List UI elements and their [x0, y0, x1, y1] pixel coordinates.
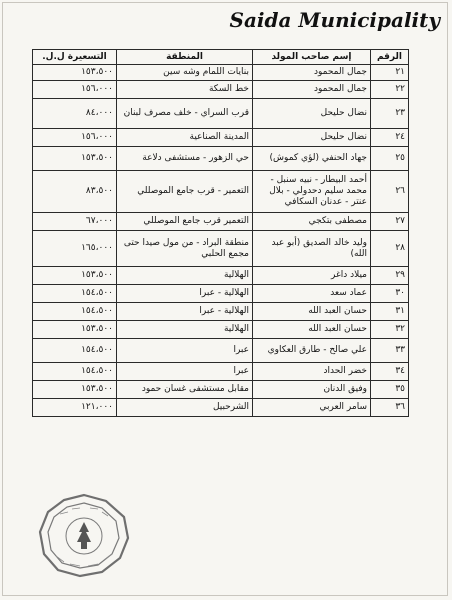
- price-value: ١٢١،٠٠٠: [33, 399, 117, 417]
- owner-name: وفيق الدنان: [253, 381, 371, 399]
- price-value: ١٥٤،٥٠٠: [33, 339, 117, 363]
- owner-name: جمال المحمود: [253, 81, 371, 99]
- row-number: ٢٦: [371, 171, 409, 213]
- page-title: Saida Municipality: [229, 8, 440, 32]
- owner-name: جهاد الحنفي (لؤي كموش): [253, 147, 371, 171]
- table-row: [33, 267, 409, 285]
- price-value: ١٥٣،٥٠٠: [33, 381, 117, 399]
- area-name: الهلالية: [117, 321, 253, 339]
- table-row: [33, 303, 409, 321]
- price-value: ١٥٣،٥٠٠: [33, 321, 117, 339]
- row-number: ٣٢: [371, 321, 409, 339]
- area-name: بنايات اللمام وشه سين: [117, 65, 253, 81]
- table-row: [33, 285, 409, 303]
- area-name: الهلالية: [117, 267, 253, 285]
- table-row: [33, 147, 409, 171]
- price-value: ٨٤،٠٠٠: [33, 99, 117, 129]
- row-number: ٣١: [371, 303, 409, 321]
- owner-name: وليد خالد الصديق (أبو عبد الله): [253, 231, 371, 267]
- municipality-stamp: [36, 492, 132, 578]
- price-value: ١٥٦،٠٠٠: [33, 81, 117, 99]
- column-header-number: الرقم: [371, 50, 409, 65]
- owner-name: نضال حليحل: [253, 99, 371, 129]
- table-row: [33, 231, 409, 267]
- row-number: ٣٤: [371, 363, 409, 381]
- price-value: ١٥٣،٥٠٠: [33, 267, 117, 285]
- price-value: ١٥٤،٥٠٠: [33, 363, 117, 381]
- column-header-area: المنطقة: [117, 50, 253, 65]
- row-number: ٢٧: [371, 213, 409, 231]
- row-number: ٢٥: [371, 147, 409, 171]
- area-name: مقابل مستشفى غسان حمود: [117, 381, 253, 399]
- table-row: [33, 213, 409, 231]
- row-number: ٢٨: [371, 231, 409, 267]
- row-number: ٣٣: [371, 339, 409, 363]
- price-value: ١٥٣،٥٠٠: [33, 65, 117, 81]
- column-header-owner-name: إسم صاحب المولد: [253, 50, 371, 65]
- owner-name: ميلاد داغر: [253, 267, 371, 285]
- area-name: منطقة البراد - من مول صيدا حتى مجمع الحلبي: [117, 231, 253, 267]
- area-name: المدينة الصناعية: [117, 129, 253, 147]
- price-value: ٨٣،٥٠٠: [33, 171, 117, 213]
- area-name: عبرا: [117, 339, 253, 363]
- table-row: [33, 321, 409, 339]
- owner-name: أحمد البيطار - نبيه سنبل - محمد سليم دحدولي - بلال عنتر - عدنان السكافي: [253, 171, 371, 213]
- area-name: عبرا: [117, 363, 253, 381]
- owner-name: عماد سعد: [253, 285, 371, 303]
- area-name: قرب السراي - خلف مصرف لبنان: [117, 99, 253, 129]
- owner-name: حسان العبد الله: [253, 303, 371, 321]
- row-number: ٣٦: [371, 399, 409, 417]
- column-header-price: التسعيرة ل.ل.: [33, 50, 117, 65]
- table-header-row: [33, 50, 409, 65]
- owner-name: جمال المحمود: [253, 65, 371, 81]
- area-name: حي الزهور - مستشفى دلاعة: [117, 147, 253, 171]
- table-row: [33, 381, 409, 399]
- generators-table: [32, 49, 409, 417]
- row-number: ٣٥: [371, 381, 409, 399]
- row-number: ٢٢: [371, 81, 409, 99]
- row-number: ٢٣: [371, 99, 409, 129]
- table-row: [33, 65, 409, 81]
- area-name: الهلالية - عبرا: [117, 285, 253, 303]
- table-row: [33, 399, 409, 417]
- table-row: [33, 81, 409, 99]
- owner-name: علي صالح - طارق العكاوي: [253, 339, 371, 363]
- area-name: التعمير - قرب جامع الموصللي: [117, 171, 253, 213]
- row-number: ٢١: [371, 65, 409, 81]
- price-value: ٦٧،٠٠٠: [33, 213, 117, 231]
- owner-name: نضال حليحل: [253, 129, 371, 147]
- price-value: ١٥٤،٥٠٠: [33, 303, 117, 321]
- table-row: [33, 171, 409, 213]
- price-value: ١٥٦،٠٠٠: [33, 129, 117, 147]
- area-name: الهلالية - عبرا: [117, 303, 253, 321]
- owner-name: سامر العربي: [253, 399, 371, 417]
- table-row: [33, 99, 409, 129]
- price-value: ١٦٥،٠٠٠: [33, 231, 117, 267]
- row-number: ٣٠: [371, 285, 409, 303]
- area-name: خط السكة: [117, 81, 253, 99]
- row-number: ٢٩: [371, 267, 409, 285]
- area-name: التعمير قرب جامع الموصللي: [117, 213, 253, 231]
- table-row: [33, 363, 409, 381]
- table-row: [33, 339, 409, 363]
- owner-name: خضر الحداد: [253, 363, 371, 381]
- area-name: الشرحبيل: [117, 399, 253, 417]
- price-value: ١٥٤،٥٠٠: [33, 285, 117, 303]
- owner-name: حسان العبد الله: [253, 321, 371, 339]
- row-number: ٢٤: [371, 129, 409, 147]
- owner-name: مصطفى بتكجي: [253, 213, 371, 231]
- table-row: [33, 129, 409, 147]
- price-value: ١٥٣،٥٠٠: [33, 147, 117, 171]
